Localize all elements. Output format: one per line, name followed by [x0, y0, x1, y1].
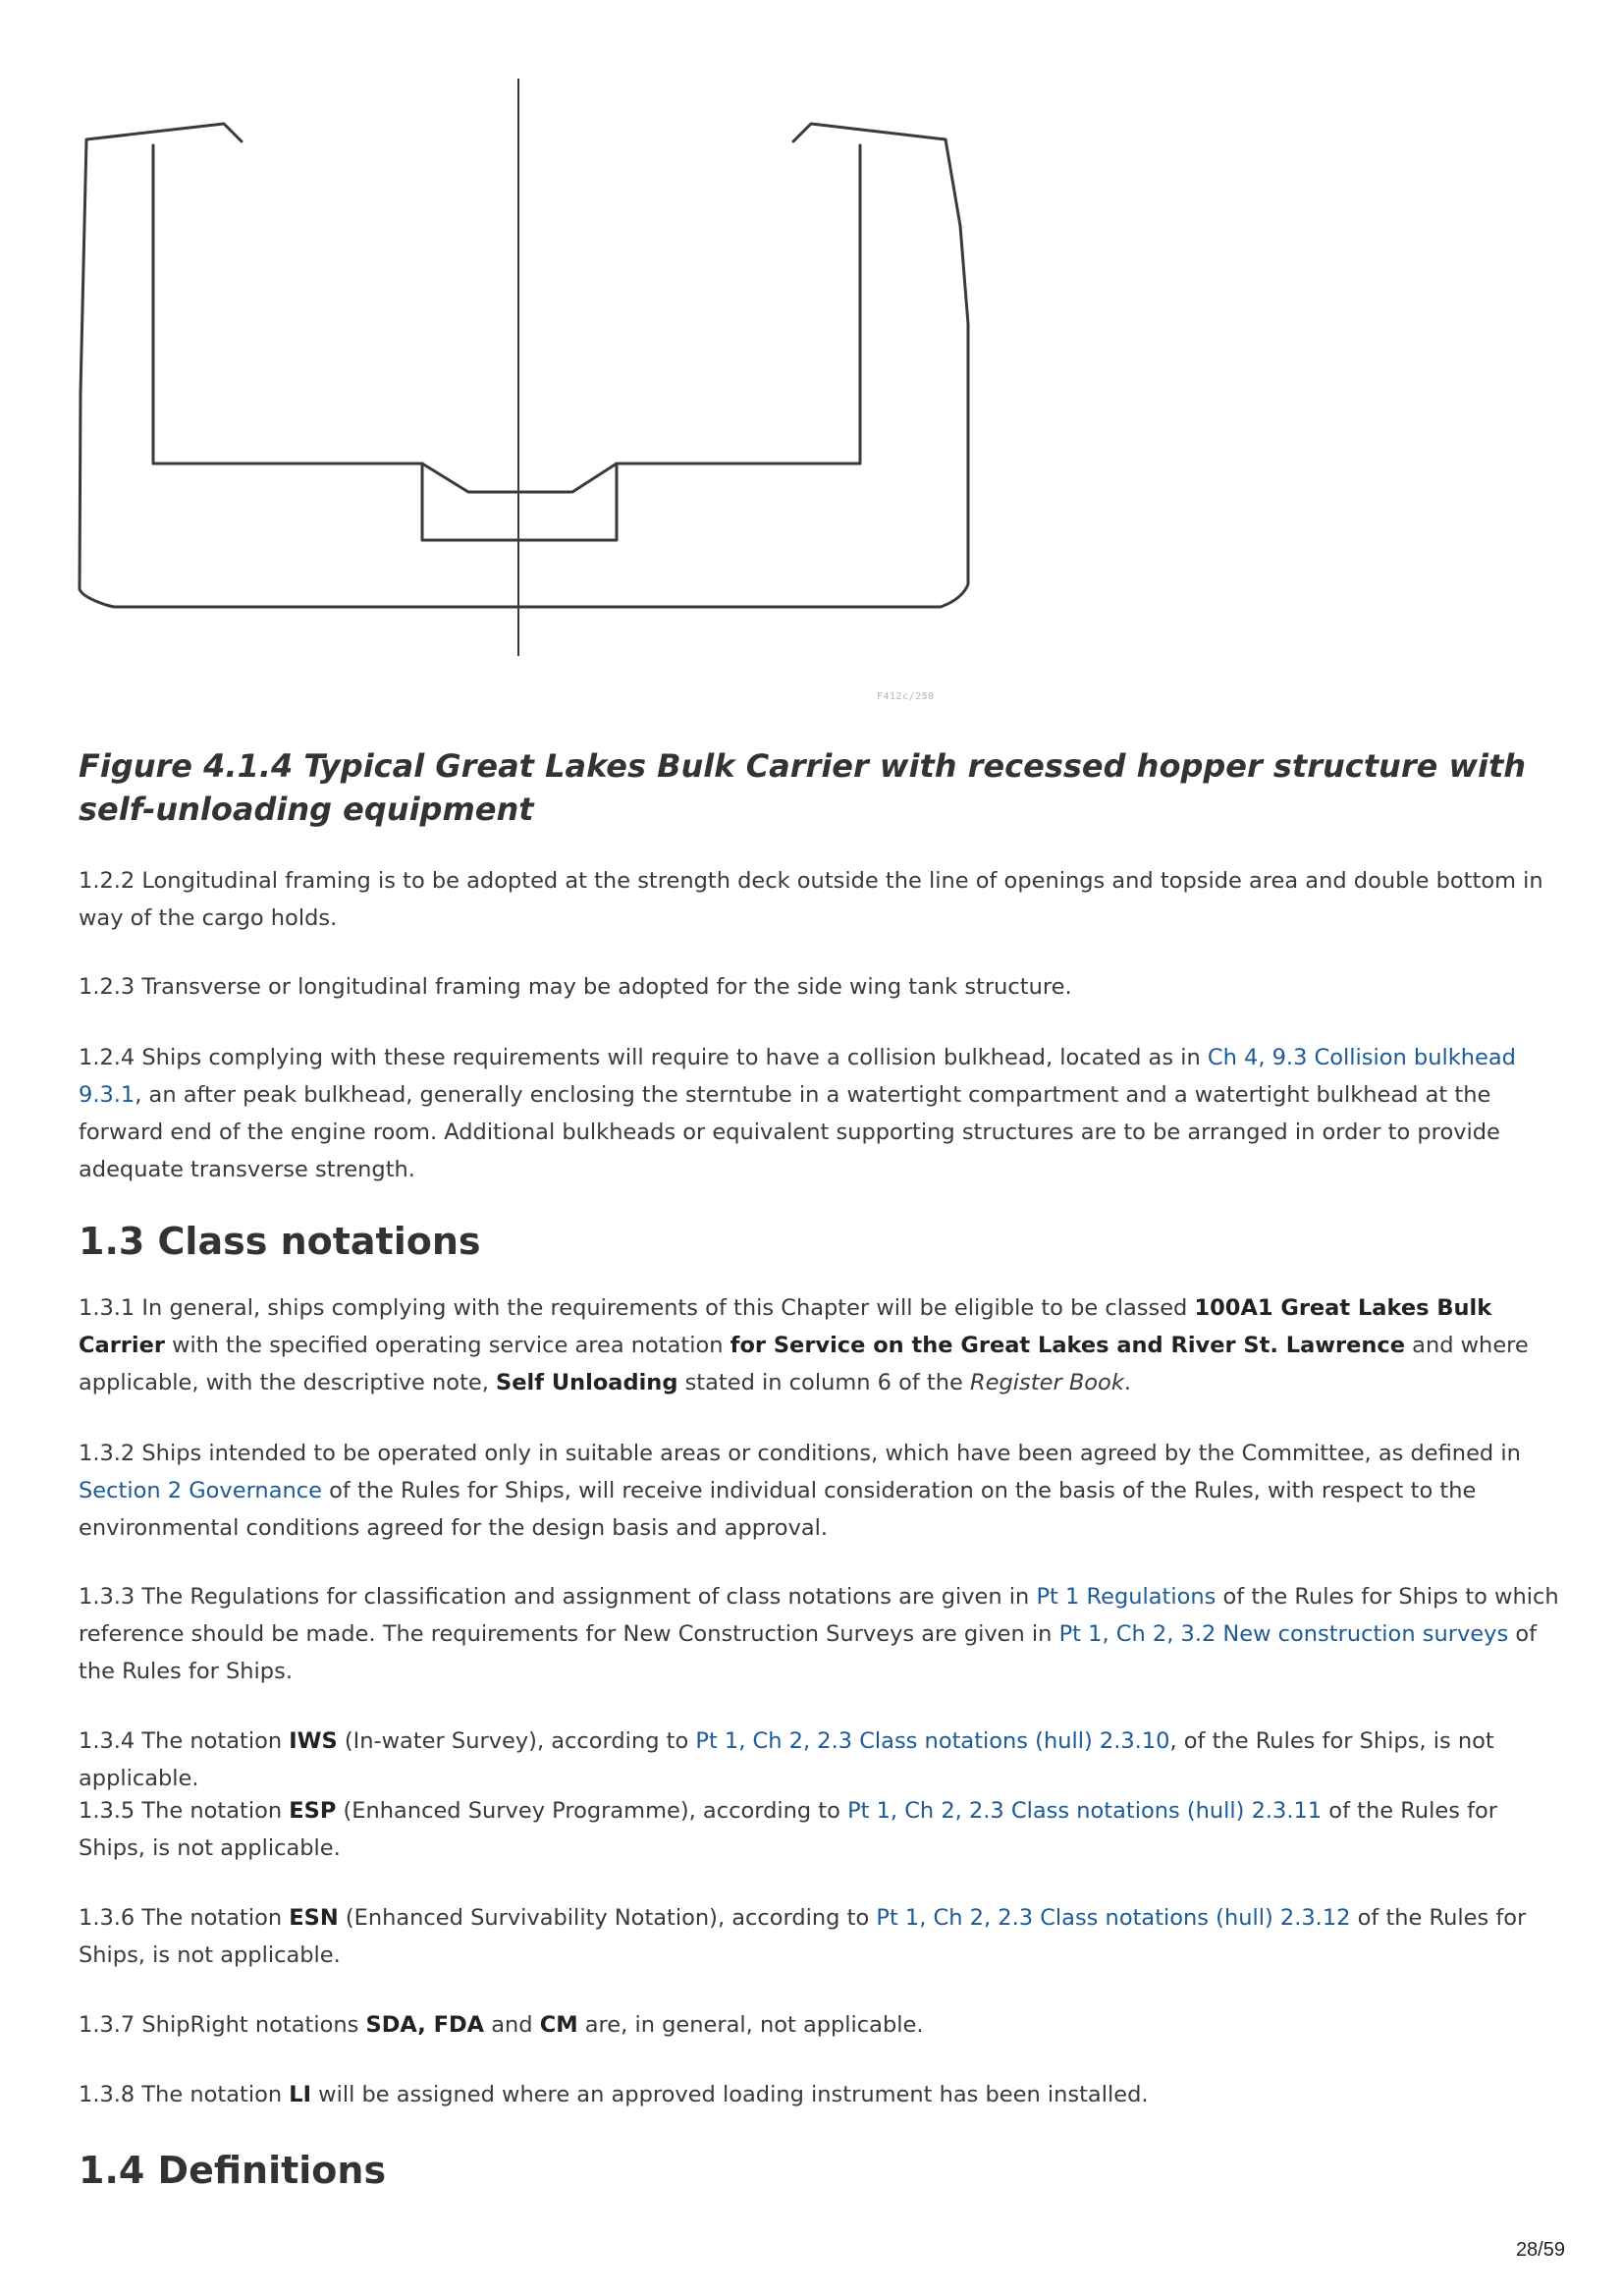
link-new-construction-surveys[interactable]: Pt 1, Ch 2, 3.2 New construction surveys — [1058, 1621, 1509, 1647]
page-number: 28/59 — [1515, 2239, 1565, 2261]
paragraph-1-3-5 — [79, 1792, 1561, 1867]
paragraph-1-3-3 — [79, 1578, 1561, 1690]
link-section-2-governance[interactable]: Section 2 Governance — [79, 1478, 322, 1503]
figure-caption: Figure 4.1.4 Typical Great Lakes Bulk Carrier with recessed hopper structure with self-unloading equipment — [79, 747, 1527, 828]
bold-notation: ESP — [289, 1798, 337, 1824]
outer-hull-line — [80, 124, 968, 607]
text: (In-water Survey), according to — [337, 1728, 696, 1754]
bold-notation: LI — [289, 2082, 312, 2107]
heading-definitions: 1.4 Definitions — [79, 2149, 387, 2192]
heading-class-notations: 1.3 Class notations — [79, 1220, 481, 1263]
text: . — [1123, 1370, 1131, 1395]
text: of the Rules for Ships, is not applicable. — [79, 1905, 1527, 1968]
link-class-notations-2-3-10[interactable]: Pt 1, Ch 2, 2.3 Class notations (hull) 2.3.10 — [695, 1728, 1170, 1754]
text: 1.3.6 The notation — [79, 1905, 290, 1931]
paragraph-1-2-4 — [79, 1039, 1561, 1188]
figure-code: F412c/250 — [877, 691, 935, 702]
paragraph-1-2-2: 1.2.2 Longitudinal framing is to be adopted at the strength deck outside the line of openings and topside area and double bottom in way of the cargo holds. — [79, 868, 1543, 931]
link-collision-bulkhead[interactable]: Ch 4, 9.3 Collision bulkhead 9.3.1 — [79, 1045, 1516, 1108]
text: 1.2.4 Ships complying with these requirements will require to have a collision bulkhead, located as in — [79, 1045, 1208, 1070]
text: (Enhanced Survey Programme), according to — [336, 1798, 848, 1824]
inner-hold-line — [153, 145, 860, 492]
figure-4-1-4 — [77, 69, 1481, 717]
paragraph-1-3-4 — [79, 1722, 1561, 1797]
link-pt1-regulations[interactable]: Pt 1 Regulations — [1036, 1584, 1216, 1610]
bold-notation: ESN — [289, 1905, 339, 1931]
paragraph-1-3-2 — [79, 1435, 1561, 1547]
paragraph-1-3-8 — [79, 2076, 1561, 2113]
text: (Enhanced Survivability Notation), according to — [338, 1905, 877, 1931]
text: 1.3.8 The notation — [79, 2082, 290, 2107]
text: 1.3.4 The notation — [79, 1728, 290, 1754]
bold-notation: 100A1 Great Lakes Bulk Carrier — [79, 1295, 1492, 1358]
link-class-notations-2-3-11[interactable]: Pt 1, Ch 2, 2.3 Class notations (hull) 2.3.11 — [847, 1798, 1323, 1824]
text: are, in general, not applicable. — [577, 2012, 924, 2038]
text: , of the Rules for Ships, is not applicable. — [79, 1728, 1494, 1791]
text: and — [484, 2012, 540, 2038]
paragraph-1-3-7 — [79, 2006, 1561, 2044]
paragraph-1-3-6 — [79, 1899, 1561, 1974]
paragraph-1-2-3: 1.2.3 Transverse or longitudinal framing may be adopted for the side wing tank structure. — [79, 974, 1072, 1000]
text: stated in column 6 of the — [677, 1370, 971, 1395]
italic-text: Register Book — [970, 1370, 1124, 1395]
bold-notation: IWS — [289, 1728, 338, 1754]
text: of the Rules for Ships to which reference should be made. The requirements for New Construction Surveys are given in — [79, 1584, 1559, 1647]
bold-notation: SDA, FDA — [365, 2012, 485, 2038]
text: 1.3.1 In general, ships complying with the requirements of this Chapter will be eligible to be classed — [79, 1295, 1195, 1321]
text: 1.3.7 ShipRight notations — [79, 2012, 366, 2038]
text: of the Rules for Ships. — [79, 1621, 1538, 1684]
bold-notation: Self Unloading — [496, 1370, 678, 1395]
text: 1.3.3 The Regulations for classification and assignment of class notations are given in — [79, 1584, 1037, 1610]
paragraph-1-3-1 — [79, 1289, 1561, 1401]
hull-section-drawing — [77, 69, 980, 678]
text: will be assigned where an approved loading instrument has been installed. — [311, 2082, 1149, 2107]
text: 1.3.5 The notation — [79, 1798, 290, 1824]
bold-notation: CM — [539, 2012, 578, 2038]
text: with the specified operating service area notation — [164, 1333, 730, 1358]
link-class-notations-2-3-12[interactable]: Pt 1, Ch 2, 2.3 Class notations (hull) 2.3.12 — [876, 1905, 1351, 1931]
text: of the Rules for Ships, is not applicable. — [79, 1798, 1498, 1861]
text: , an after peak bulkhead, generally enclosing the sterntube in a watertight compartment and a watertight bulkhead at the forward end of the engine room. Additional bulkheads or equivalent supporting structures are to be arranged in order to provide adequate transverse strength. — [79, 1082, 1500, 1182]
text: 1.3.2 Ships intended to be operated only in suitable areas or conditions, which have been agreed by the Committee, as defined in — [79, 1441, 1521, 1466]
bold-notation: for Service on the Great Lakes and River St. Lawrence — [730, 1333, 1406, 1358]
text: and where applicable, with the descriptive note, — [79, 1333, 1529, 1395]
text: of the Rules for Ships, will receive individual consideration on the basis of the Rules, with respect to the environmental conditions agreed for the design basis and approval. — [79, 1478, 1477, 1541]
